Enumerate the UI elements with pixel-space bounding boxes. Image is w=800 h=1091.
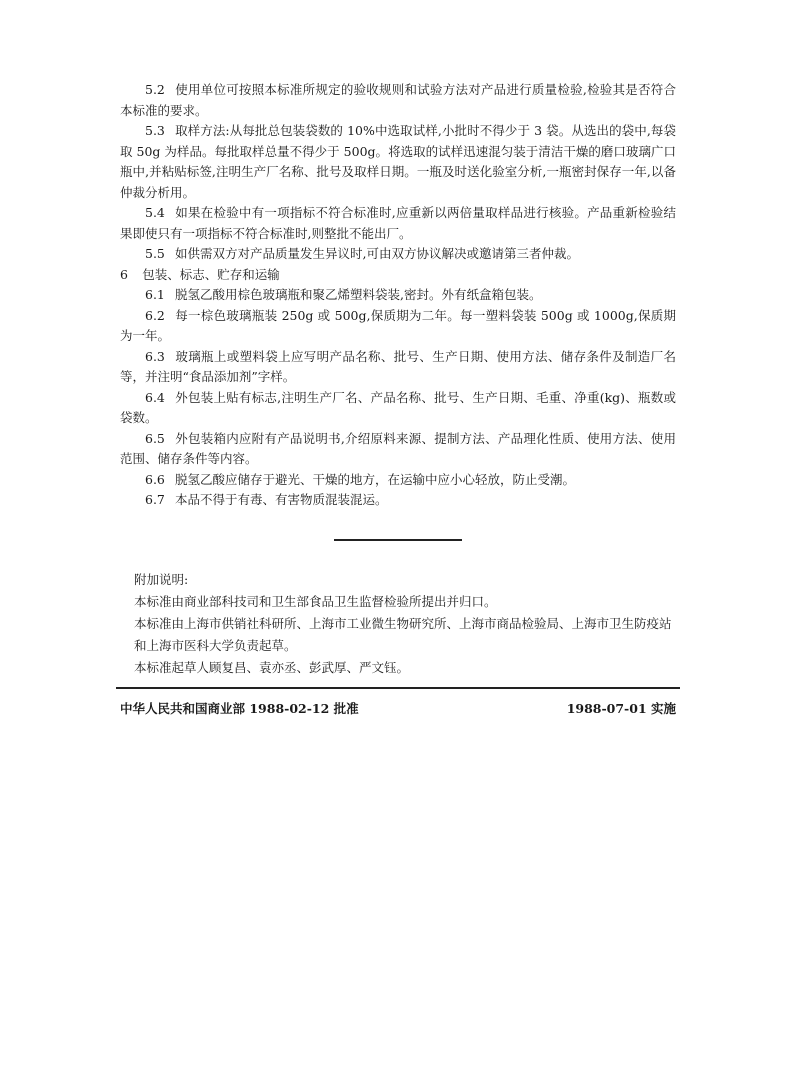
clause-5-5: [120, 244, 676, 265]
clause-text: 如供需双方对产品质量发生异议时,可由双方协议解决或邀请第三者仲裁。: [175, 246, 579, 261]
clause-number: 6.6: [145, 471, 165, 487]
clause-number: 6.3: [145, 348, 165, 364]
appendix-line: 本标准由商业部科技司和卫生部食品卫生监督检验所提出并归口。: [134, 593, 497, 609]
section-6-heading: [120, 265, 676, 286]
clause-5-2: [120, 80, 676, 121]
clause-6-4: [120, 388, 676, 429]
document-page: [120, 80, 676, 717]
clause-6-3: [120, 347, 676, 388]
section-divider: [334, 539, 462, 541]
section-5-paragraphs: [120, 80, 676, 265]
clause-number: 5.3: [145, 123, 165, 138]
clause-text: 使用单位可按照本标准所规定的验收规则和试验方法对产品进行质量检验,检验其是否符合本标准的要求。: [120, 82, 676, 118]
section-number: 6: [120, 266, 128, 282]
clause-number: 5.4: [145, 205, 165, 220]
footer-rule: [116, 687, 680, 689]
footer: [120, 699, 676, 717]
clause-text: 外包装上贴有标志,注明生产厂名、产品名称、批号、生产日期、毛重、净重(kg)、瓶数或袋数。: [120, 389, 676, 425]
clause-text: 外包装箱内应附有产品说明书,介绍原料来源、提制方法、产品理化性质、使用方法、使用范围、储存条件等内容。: [120, 430, 676, 466]
clause-number: 6.1: [145, 287, 165, 302]
appendix: [120, 569, 676, 679]
section-title: 包装、标志、贮存和运输: [142, 266, 280, 282]
clause-6-6: [120, 470, 676, 491]
appendix-line: 本标准由上海市供销社科研所、上海市工业微生物研究所、上海市商品检验局、上海市卫生防疫站和上海市医科大学负责起草。: [134, 615, 672, 653]
clause-number: 5.2: [145, 82, 165, 97]
clause-6-5: [120, 429, 676, 470]
clause-text: 如果在检验中有一项指标不符合标准时,应重新以两倍量取样品进行核验。产品重新检验结果即使只有一项指标不符合标准时,则整批不能出厂。: [120, 205, 676, 241]
clause-text: 本品不得于有毒、有害物质混装混运。: [175, 492, 388, 507]
clause-5-4: [120, 203, 676, 244]
clause-5-3: [120, 121, 676, 203]
clause-6-1: [120, 285, 676, 306]
clause-text: 每一棕色玻璃瓶装 250g 或 500g,保质期为二年。每一塑料袋装 500g 或 1000g,保质期为一年。: [120, 307, 676, 343]
clause-text: 脱氢乙酸应储存于避光、干燥的地方，在运输中应小心轻放，防止受潮。: [175, 471, 576, 487]
clause-number: 6.4: [145, 389, 165, 405]
clause-text: 玻璃瓶上或塑料袋上应写明产品名称、批号、生产日期、使用方法、储存条件及制造厂名等，并注明“食品添加剂”字样。: [120, 348, 676, 384]
clause-number: 5.5: [145, 246, 165, 261]
clause-number: 6.5: [145, 430, 165, 446]
effective-date: 1988-07-01 实施: [566, 700, 676, 716]
section-6-paragraphs: [120, 285, 676, 511]
approval-date: 中华人民共和国商业部 1988-02-12 批准: [120, 700, 359, 716]
clause-6-7: [120, 490, 676, 511]
appendix-title: 附加说明:: [134, 571, 189, 587]
clause-6-2: [120, 306, 676, 347]
appendix-line: 本标准起草人顾复昌、袁亦丞、彭武厚、严文钰。: [134, 659, 410, 675]
clause-number: 6.2: [145, 307, 165, 323]
clause-text: 脱氢乙酸用棕色玻璃瓶和聚乙烯塑料袋装,密封。外有纸盒箱包装。: [175, 287, 542, 302]
clause-text: 取样方法:从每批总包装袋数的 10%中选取试样,小批时不得少于 3 袋。从选出的袋中,每袋取 50g 为样品。每批取样总量不得少于 500g。将选取的试样迅速混匀装于清洁干燥的磨口玻璃广口瓶中,并粘贴标签,注明生产厂名称、批号及取样日期。一瓶及时送化验室分析,一瓶密封保存一年,以备仲裁分析用。: [120, 123, 676, 200]
clause-number: 6.7: [145, 492, 165, 507]
